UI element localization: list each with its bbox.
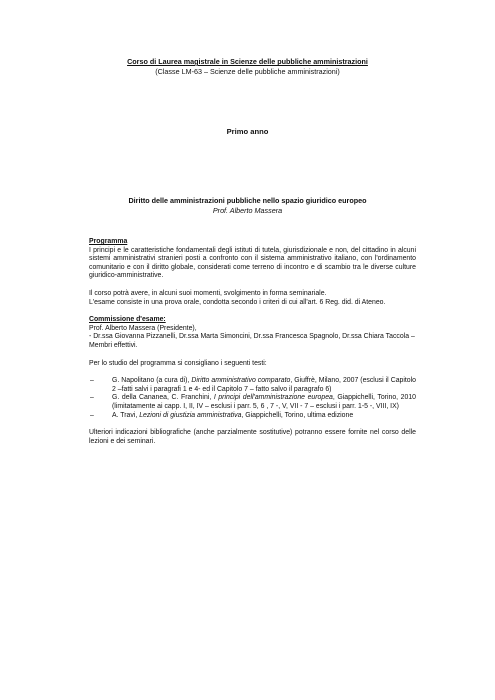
bibliography-item xyxy=(86,377,416,394)
item-text: G. della Cananea, C. Franchini, I principi dell'amministrazione europea, Giappichelli, Torino, 2010 (limitatamente ai capp. I, II, IV – esclusi i parr. 5, 6 , 7 -, V, VII - 7 – esclusi i parr. 1-5 -, VIII, IX) xyxy=(112,394,416,410)
programma-paragraph: I principi e le caratteristiche fondamentali degli istituti di tutela, giurisdizionale e non, del cittadino in alcuni sistemi amministrativi stranieri posti a confronto con il sistema amministrativo italiano, con l'ordinamento comunitario e con il diritto globale, considerati come terreno di incontro e di scambio tra le diverse culture giuridico-amministrative. xyxy=(89,246,416,280)
document-body xyxy=(86,238,416,446)
document-header xyxy=(0,57,495,77)
course-class: (Classe LM-63 – Scienze delle pubbliche amministrazioni) xyxy=(155,67,340,76)
bibliography-item xyxy=(86,394,416,411)
commission-effective: Membri effettivi. xyxy=(89,341,138,349)
year-heading: Primo anno xyxy=(226,127,269,136)
subject-professor: Prof. Alberto Massera xyxy=(212,206,283,215)
commissione-heading: Commissione d'esame: xyxy=(89,316,166,324)
item-dash: – xyxy=(90,377,94,385)
commission-members: - Dr.ssa Giovanna Pizzanelli, Dr.ssa Marta Simoncini, Dr.ssa Francesca Spagnolo, Dr.ssa Chiara Taccola – xyxy=(89,333,415,341)
book-title: Diritto amministrativo comparato xyxy=(191,377,291,385)
subject-block xyxy=(0,196,495,216)
item-text: A. Travi, Lezioni di giustizia amministrativa, Giappichelli, Torino, ultima edizione xyxy=(112,411,354,419)
item-text: G. Napolitano (a cura di), Diritto amministrativo comparato, Giuffrè, Milano, 2007 (esclusi il Capitolo 2 –fatti salvi i paragrafi 1 e 4- ed il Capitolo 7 – fatto salvo il paragrafo 6) xyxy=(112,377,416,393)
book-title: Lezioni di giustizia amministrativa xyxy=(139,411,242,419)
course-title: Corso di Laurea magistrale in Scienze delle pubbliche amministrazioni xyxy=(127,57,368,66)
exam-paragraph: L'esame consiste in una prova orale, condotta secondo i criteri di cui all'art. 6 Reg. did. di Ateneo. xyxy=(89,298,386,306)
texts-intro: Per lo studio del programma si consigliano i seguenti testi: xyxy=(89,359,267,367)
commission-president: Prof. Alberto Massera (Presidente), xyxy=(89,324,197,332)
seminar-paragraph: Il corso potrà avere, in alcuni suoi momenti, svolgimento in forma seminariale. xyxy=(89,289,327,297)
book-title: I principi dell'amministrazione europea xyxy=(213,394,333,402)
programma-heading: Programma xyxy=(89,238,128,245)
bibliography-note: Ulteriori indicazioni bibliografiche (anche parzialmente sostitutive) potranno essere fornite nel corso delle lezioni e dei seminari. xyxy=(89,429,416,445)
item-dash: – xyxy=(90,411,94,419)
item-dash: – xyxy=(90,394,94,402)
subject-title: Diritto delle amministrazioni pubbliche nello spazio giuridico europeo xyxy=(128,196,367,205)
bibliography-item xyxy=(86,412,416,421)
